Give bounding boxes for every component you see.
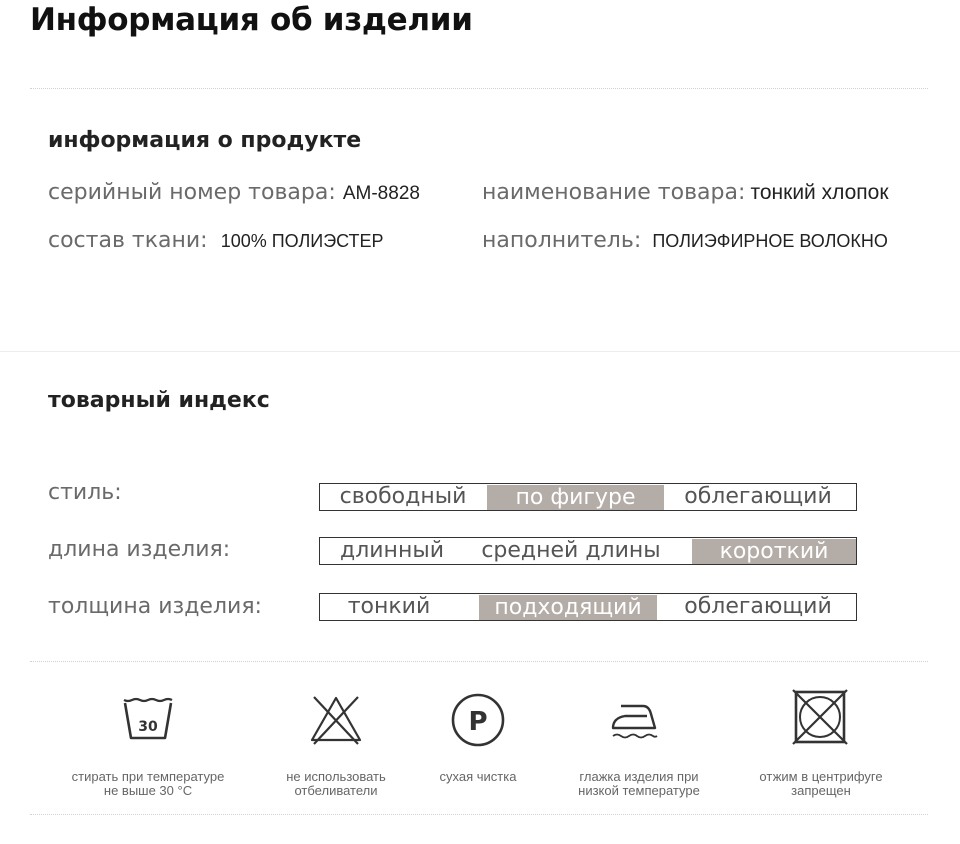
style-label: стиль: xyxy=(48,480,122,505)
product-index-heading: товарный индекс xyxy=(48,388,270,413)
dry-clean-letter: P xyxy=(468,707,488,737)
thickness-option-suitable: подходящий xyxy=(479,595,657,620)
wash-30-icon xyxy=(118,688,178,748)
care-caption-dry-clean xyxy=(388,770,568,784)
thickness-option-tight: облегающий xyxy=(684,594,832,619)
caption-line: не использовать xyxy=(286,769,386,784)
section-divider xyxy=(0,351,960,352)
product-name-row xyxy=(482,180,889,205)
thickness-option-thin: тонкий xyxy=(347,594,431,619)
caption-line: отбеливатели xyxy=(294,783,378,798)
caption-line: не выше 30 °C xyxy=(103,783,193,798)
product-name-value: тонкий хлопок xyxy=(750,181,889,204)
thickness-label: толщина изделия: xyxy=(48,594,262,619)
product-name-label: наименование товара: xyxy=(482,180,746,205)
caption-line: стирать при температуре xyxy=(71,769,225,784)
filler-label: наполнитель: xyxy=(482,228,642,253)
caption-line: отжим в центрифуге xyxy=(759,769,883,784)
no-bleach-icon xyxy=(306,688,366,748)
thickness-scale xyxy=(319,593,857,621)
filler-row xyxy=(482,228,888,253)
serial-number-row xyxy=(48,180,420,205)
composition-value: 100% ПОЛИЭСТЕР xyxy=(220,231,384,251)
length-label: длина изделия: xyxy=(48,537,231,562)
style-option-loose: свободный xyxy=(339,484,467,509)
wash-temperature: 30 xyxy=(138,719,158,735)
iron-low-icon xyxy=(603,688,663,748)
composition-row xyxy=(48,228,384,253)
care-caption-wash xyxy=(58,770,238,798)
caption-line: низкой температуре xyxy=(578,783,700,798)
divider xyxy=(30,661,928,662)
style-option-fitted: по фигуре xyxy=(487,485,664,510)
care-caption-iron xyxy=(549,770,729,798)
caption-line: запрещен xyxy=(791,783,851,798)
caption-line: глажка изделия при xyxy=(579,769,699,784)
length-option-medium: средней длины xyxy=(481,538,661,563)
care-caption-tumble xyxy=(731,770,911,798)
page-title: Информация об изделии xyxy=(30,2,473,38)
product-info-heading: информация о продукте xyxy=(48,128,362,153)
caption-line: сухая чистка xyxy=(439,769,517,784)
filler-value: ПОЛИЭФИРНОЕ ВОЛОКНО xyxy=(652,231,888,251)
divider xyxy=(30,88,928,89)
composition-label: состав ткани: xyxy=(48,228,208,253)
length-option-short: короткий xyxy=(692,539,856,564)
style-option-tight: облегающий xyxy=(684,484,832,509)
length-scale xyxy=(319,537,857,565)
no-tumble-dry-icon xyxy=(790,688,850,748)
serial-number-value: AM-8828 xyxy=(342,183,420,204)
length-option-long: длинный xyxy=(339,538,444,563)
serial-number-label: серийный номер товара: xyxy=(48,180,336,205)
style-scale xyxy=(319,483,857,511)
dry-clean-p-icon xyxy=(448,688,508,748)
divider xyxy=(30,814,928,815)
